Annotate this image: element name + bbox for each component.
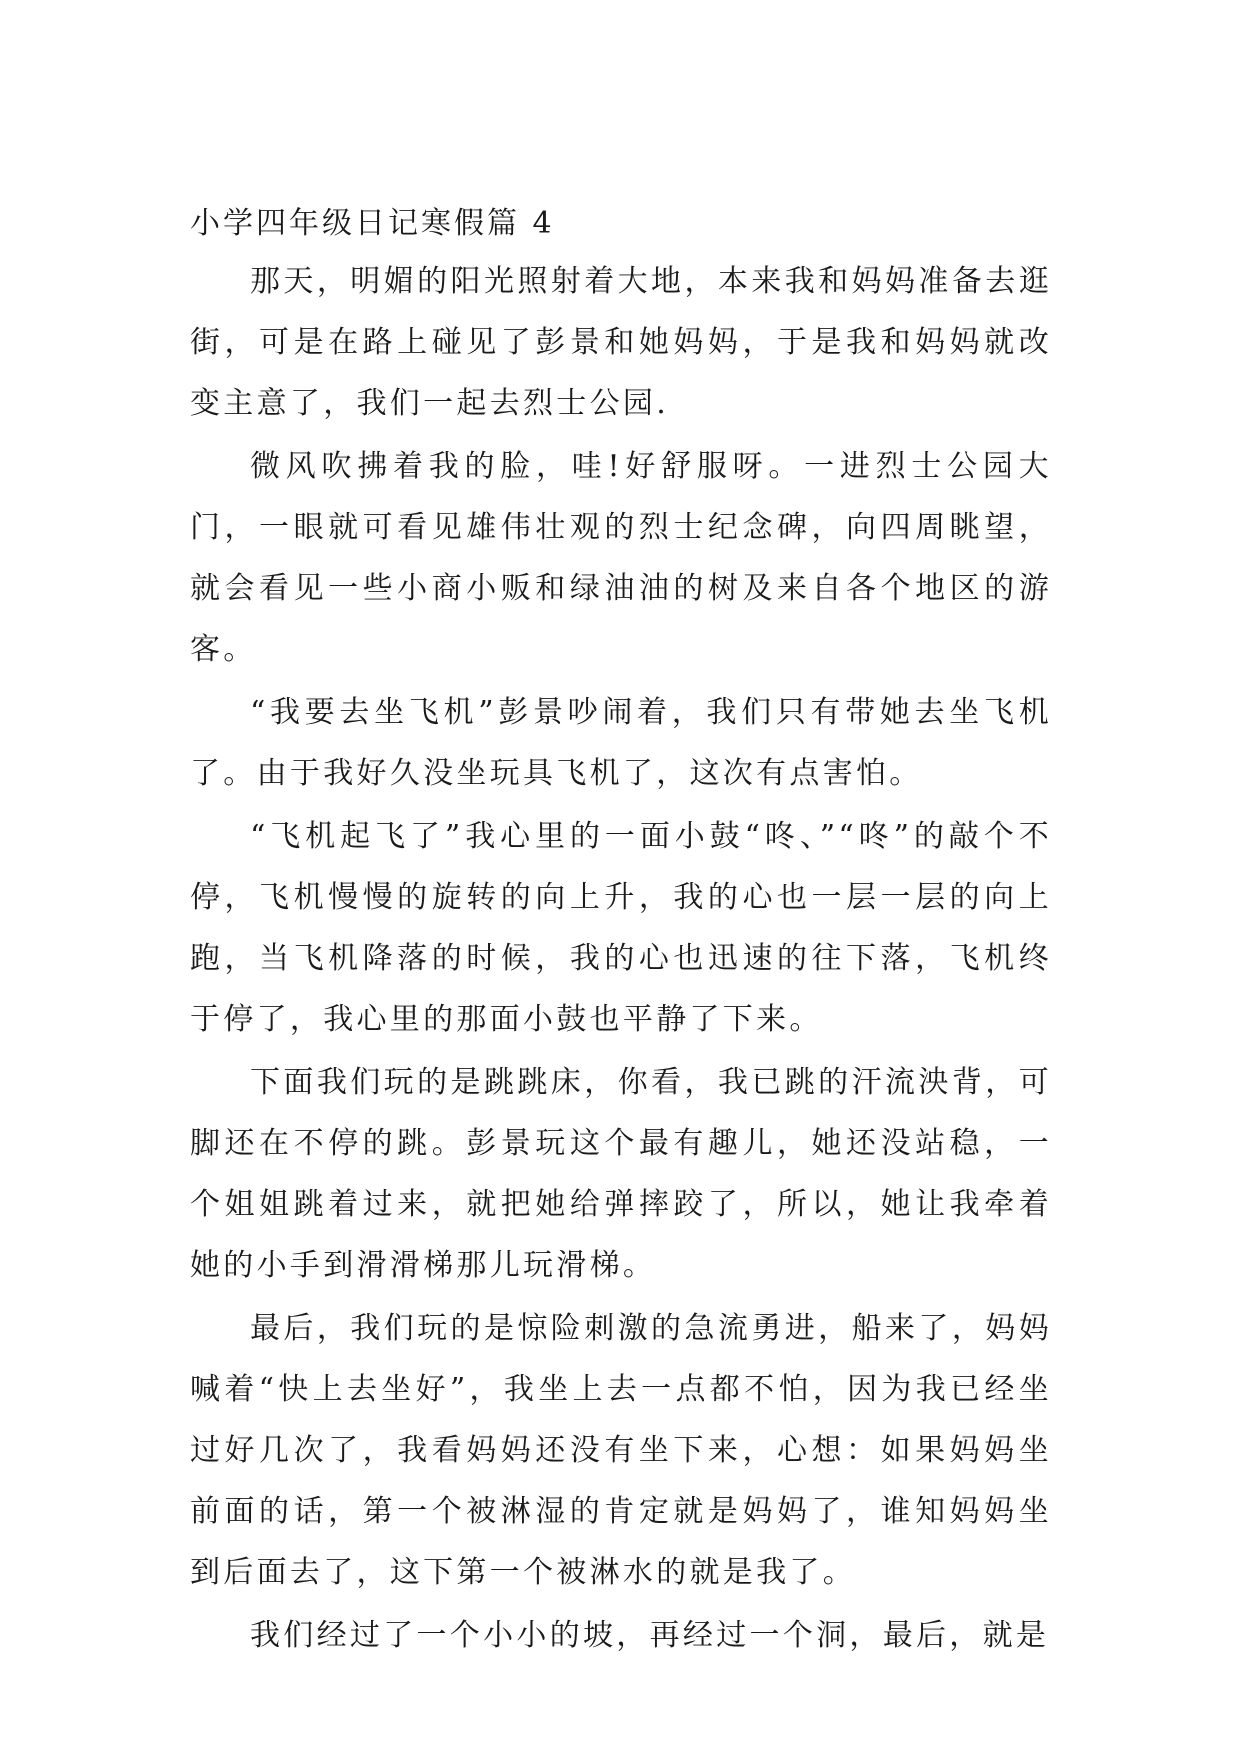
paragraph-1: 那天，明媚的阳光照射着大地，本来我和妈妈准备去逛街，可是在路上碰见了彭景和她妈妈，于是我和妈妈就改变主意了，我们一起去烈士公园. xyxy=(190,264,1052,421)
paragraph-4: “飞机起飞了”我心里的一面小鼓“咚、”“咚”的敲个不停，飞机慢慢的旋转的向上升，我的心也一层一层的向上跑，当飞机降落的时候，我的心也迅速的往下落，飞机终于停了，我心里的那面小鼓也平静了下来。 xyxy=(190,819,1052,1037)
paragraph-6: 最后，我们玩的是惊险刺激的急流勇进，船来了，妈妈喊着“快上去坐好”，我坐上去一点都不怕，因为我已经坐过好几次了，我看妈妈还没有坐下来，心想：如果妈妈坐前面的话，第一个被淋湿的肯定就是妈妈了，谁知妈妈坐到后面去了，这下第一个被淋水的就是我了。 xyxy=(190,1311,1052,1590)
paragraph-5: 下面我们玩的是跳跳床，你看，我已跳的汗流泱背，可脚还在不停的跳。彭景玩这个最有趣儿，她还没站稳，一个姐姐跳着过来，就把她给弹摔跤了，所以，她让我牵着她的小手到滑滑梯那儿玩滑梯。 xyxy=(190,1065,1052,1283)
document-title: 小学四年级日记寒假篇 4 xyxy=(190,206,555,241)
paragraph-3: “我要去坐飞机”彭景吵闹着，我们只有带她去坐飞机了。由于我好久没坐玩具飞机了，这次有点害怕。 xyxy=(190,695,1052,791)
paragraph-7: 我们经过了一个小小的坡，再经过一个洞，最后，就是 xyxy=(250,1618,1050,1653)
document-body xyxy=(190,196,1052,1666)
paragraph-2: 微风吹拂着我的脸，哇!好舒服呀。一进烈士公园大门，一眼就可看见雄伟壮观的烈士纪念碑，向四周眺望，就会看见一些小商小贩和绿油油的树及来自各个地区的游客。 xyxy=(190,449,1052,667)
